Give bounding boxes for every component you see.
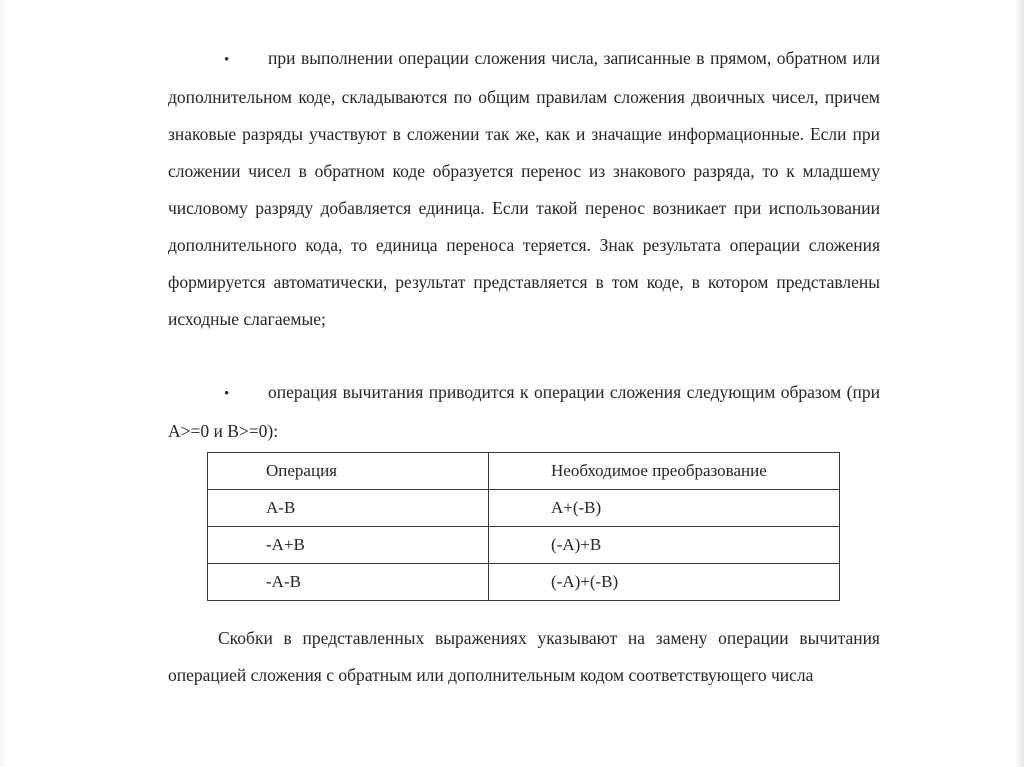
table-row [208,490,840,527]
header-operation: Операция [208,453,489,490]
cell-transformation: (-A)+B [489,527,840,564]
bullet-icon: • [224,386,230,402]
bullet-paragraph-addition [168,40,880,338]
closing-paragraph: Скобки в представленных выражениях указывают на замену операции вычитания операцией сложения с обратным или дополнительным кодом соответствующего числа [168,628,880,685]
cell-operation: -A-B [208,564,489,601]
bullet-paragraph-subtraction [168,374,880,450]
cell-operation: -A+B [208,527,489,564]
cell-operation: A-B [208,490,489,527]
header-transformation: Необходимое преобразование [489,453,840,490]
cell-transformation: (-A)+(-B) [489,564,840,601]
bullet-icon: • [224,52,230,68]
table-row [208,527,840,564]
bullet-text-subtraction: операция вычитания приводится к операции сложения следующим образом (при A>=0 и B>=0): [168,382,880,441]
page-right-shadow [1014,0,1024,767]
operations-table [207,452,840,601]
bullet-text-addition: при выполнении операции сложения числа, записанные в прямом, обратном или дополнительном коде, складываются по общим правилам сложения двоичных чисел, причем знаковые разряды участвуют в сложении так же, как и значащие информационные. Если при сложении чисел в обратном коде образуется перенос из знакового разряда, то к младшему числовому разряду добавляется единица. Если такой перенос возникает при использовании дополнительного кода, то единица переноса теряется. Знак результата операции сложения формируется автоматически, результат представляется в том коде, в котором представлены исходные слагаемые; [168,48,880,329]
cell-transformation: A+(-B) [489,490,840,527]
table-row [208,564,840,601]
page-left-shadow [0,0,6,767]
table-header-row [208,453,840,490]
